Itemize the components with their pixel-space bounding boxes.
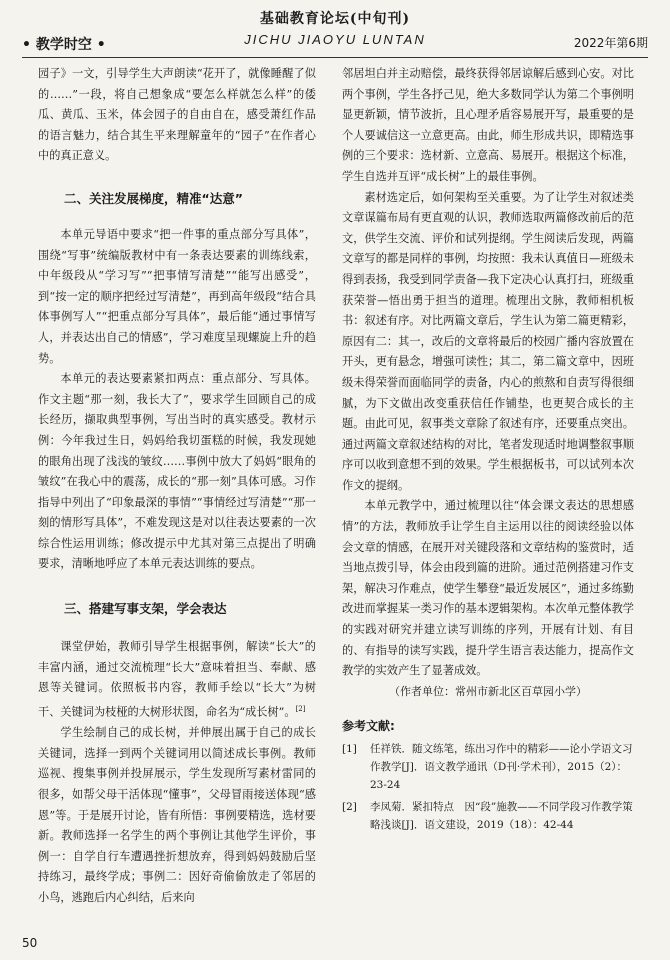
left-column xyxy=(38,64,316,909)
paragraph: 本单元导语中要求“把一件事的重点部分写具体”，围绕“写事”统编版教材中有一条表达要素的训练线索，中年级段从“学习写”“把事情写清楚”“能写出感受”，到“按一定的顺序把经过写清楚”，再到高年级段“结合具体事例写人”“把重点部分写具体”，最后能“通过事情写人，并表达出自己的情感”，学习难度呈现螺旋上升的趋势。 xyxy=(38,227,316,365)
section-heading: 二、关注发展梯度，精准“达意” xyxy=(64,190,243,206)
right-column xyxy=(342,64,634,834)
journal-title xyxy=(0,8,670,47)
section-label: • 教学时空 • xyxy=(22,37,106,53)
reference-text: 李凤菊．紧扣特点 因“段”施教——不同学段习作教学策略浅谈[J]．语文建设，2019（18）：42-44 xyxy=(370,801,633,832)
header-rule xyxy=(22,57,648,58)
paragraph: 学生绘制自己的成长树，并伸展出属于自己的成长关键词，选择一到两个关键词用以简述成长事例。教师巡视、搜集事例并投屏展示，学生发现所写素材雷同的很多，如帮父母干活体现“懂事”，父母冒雨接送体现“感恩”等。于是展开讨论，皆有所悟：事例要精选，选材要新。教师选择一名学生的两个事例让其他学生评价，事例一：自学自行车遭遇挫折想放弃，得到妈妈鼓励后坚持练习，最终学成；事例二：因好奇偷偷放走了邻居的小鸟，逃跑后内心纠结，后来向 xyxy=(38,726,316,904)
paragraph: 素材选定后，如何架构至关重要。为了让学生对叙述类文章谋篇布局有更直观的认识，教师选取两篇修改前后的范文，供学生交流、评价和试列提纲。学生阅读后发现，两篇文章写的都是同样的事例，均按照：我未认真值日—班级未得到表扬，我受到同学责备—我下定决心认真打扫，班级重获荣誉—悟出勇于担当的道理。梳理出文脉，教师相机板书：叙述有序。对比两篇文章后，学生认为第二篇更精彩，原因有二：其一，改后的文章将最后的校园广播内容放置在开头，更有悬念，增强可读性；其二，第二篇文章中，因班级未得荣誉而面临同学的责备，内心的煎熬和自责写得很细腻，为下文做出改变重获信任作铺垫，也更契合成长的主题。由此可见，叙事类文章除了叙述有序，还要重点突出。通过两篇文章叙述结构的对比，笔者发现适时地调整叙事顺序可以收到意想不到的效果。学生根据板书，可以试列本次作文的提纲。 xyxy=(342,190,634,492)
author-affiliation: （作者单位：常州市新北区百草园小学） xyxy=(389,684,587,698)
paragraph-text: 课堂伊始，教师引导学生根据事例，解读“长大”的丰富内涵，通过交流梳理“长大”意味着担当、奉献、感恩等关键词。依照板书内容，教师手绘以“长大”为树干、关键词为枝桠的大树形状图，命名为“成长树”。 xyxy=(38,640,316,719)
paragraph: 邻居坦白并主动赔偿，最终获得邻居谅解后感到心安。对比两个事例，学生各抒己见，绝大多数同学认为第二个事例明显更新颖，情节波折，且心理矛盾容易展开写，最重要的是个人要诚信这一立意更高。由此，师生形成共识，即精选事例的三个要求：选材新、立意高、易展开。根据这个标准，学生自选并互评“成长树”上的最佳事例。 xyxy=(342,67,634,183)
journal-title-en: JICHU JIAOYU LUNTAN xyxy=(244,32,426,47)
reference-number: [2] xyxy=(342,801,357,814)
journal-title-cn: 基础教育论坛(中旬刊) xyxy=(259,11,411,27)
references-title: 参考文献: xyxy=(342,719,395,734)
page-number: 50 xyxy=(22,936,38,950)
paragraph: 园子》一文，引导学生大声朗读“花开了，就像睡醒了似的……”一段，将自己想象成“要怎么样就怎么样”的倭瓜、黄瓜、玉米，体会园子的自由自在，感受萧红作品的语言魅力，结合其生平来理解童年的“园子”在作者心中的真正意义。 xyxy=(38,67,316,163)
reference-item xyxy=(342,740,634,794)
paragraph xyxy=(38,637,316,723)
issue-label: 2022年第6期 xyxy=(573,36,648,50)
paragraph: 本单元教学中，通过梳理以往“体会课文表达的思想感情”的方法，教师放手让学生自主运用以往的阅读经验以体会文章的情感，在展开对关键段落和文章结构的鉴赏时，适当地点拨引导，体会由段到篇的进阶。通过范例搭建习作支架，解决习作难点，使学生攀登“最近发展区”，通过多练勤改进而掌握某一类习作的基本逻辑架构。本次单元整体教学的实践对研究并建立读写训练的序列，开展有计划、有目的、有指导的读写实践，提升学生语言表达能力，提高作文教学的实效产生了显著成效。 xyxy=(342,499,634,678)
reference-item xyxy=(342,798,634,834)
section-heading: 三、搭建写事支架，学会表达 xyxy=(64,601,227,617)
page-header xyxy=(0,0,670,62)
paragraph: 本单元的表达要素紧扣两点：重点部分、写具体。作文主题“那一刻，我长大了”，要求学生回顾自己的成长经历，撷取典型事例，写出当时的真实感受。教材示例：今年我过生日，妈妈给我切蛋糕的时候，我发现她的眼角出现了浅浅的皱纹……事例中放大了妈妈“眼角的皱纹”在我心中的震荡，成长的“那一刻”具体可感。习作指导中列出了“印象最深的事情”“事情经过写清楚”“那一刻的情形写具体”，不难发现这是对以往表达要素的一次综合性运用训练；修改提示中尤其对第三点提出了明确要求，清晰地呼应了本单元表达训练的要点。 xyxy=(38,372,316,571)
reference-text: 任祥铁．随文练笔，练出习作中的精彩——论小学语文习作教学[J]．语文教学通讯（D刊·学术刊），2015（2）：23-24 xyxy=(370,743,633,792)
reference-number: [1] xyxy=(342,743,357,756)
citation-marker: [2] xyxy=(295,704,306,713)
